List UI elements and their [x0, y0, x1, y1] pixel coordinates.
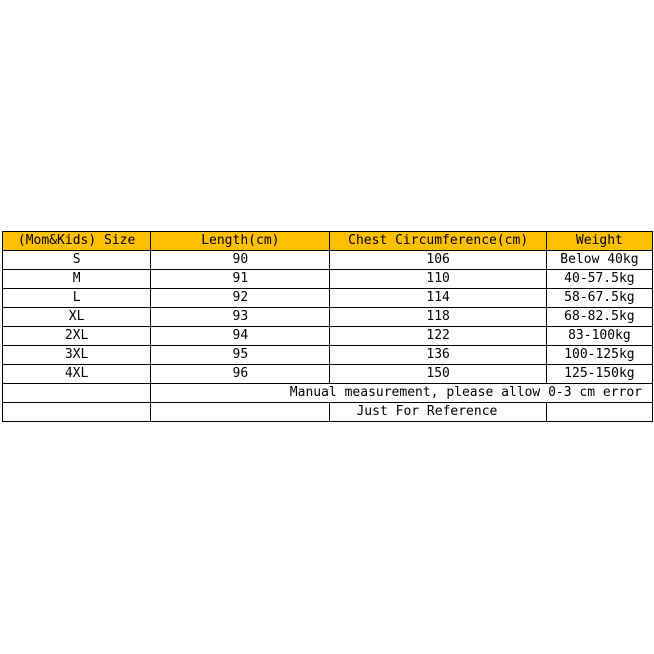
- weight-cell: 40-57.5kg: [546, 270, 652, 289]
- empty-cell: [3, 384, 151, 403]
- chest-cell: 118: [330, 308, 546, 327]
- weight-cell: 125-150kg: [546, 365, 652, 384]
- table-row: [3, 289, 653, 308]
- weight-cell: 68-82.5kg: [546, 308, 652, 327]
- header-size: (Mom&Kids) Size: [3, 232, 151, 251]
- chest-cell: 122: [330, 327, 546, 346]
- weight-cell: 83-100kg: [546, 327, 652, 346]
- size-cell: 2XL: [3, 327, 151, 346]
- chest-cell: 106: [330, 251, 546, 270]
- header-chest: Chest Circumference(cm): [330, 232, 546, 251]
- size-cell: XL: [3, 308, 151, 327]
- weight-cell: 58-67.5kg: [546, 289, 652, 308]
- chest-cell: 110: [330, 270, 546, 289]
- header-row: [3, 232, 653, 251]
- table-row: [3, 365, 653, 384]
- length-cell: 93: [151, 308, 330, 327]
- table-row: [3, 346, 653, 365]
- weight-cell: Below 40kg: [546, 251, 652, 270]
- size-cell: M: [3, 270, 151, 289]
- table-row: [3, 327, 653, 346]
- table-row: [3, 308, 653, 327]
- size-cell: 3XL: [3, 346, 151, 365]
- reference-row: [3, 403, 653, 422]
- chest-cell: 136: [330, 346, 546, 365]
- size-cell: 4XL: [3, 365, 151, 384]
- header-weight: Weight: [546, 232, 652, 251]
- length-cell: 95: [151, 346, 330, 365]
- weight-cell: 100-125kg: [546, 346, 652, 365]
- chest-cell: 114: [330, 289, 546, 308]
- empty-cell: [3, 403, 151, 422]
- length-cell: 94: [151, 327, 330, 346]
- length-cell: 92: [151, 289, 330, 308]
- length-cell: 90: [151, 251, 330, 270]
- size-chart-table: [2, 231, 653, 422]
- size-cell: S: [3, 251, 151, 270]
- length-cell: 91: [151, 270, 330, 289]
- length-cell: 96: [151, 365, 330, 384]
- note-row: [3, 384, 653, 403]
- empty-cell: [546, 403, 652, 422]
- reference-cell: [330, 403, 546, 422]
- empty-cell: [151, 403, 330, 422]
- chest-cell: 150: [330, 365, 546, 384]
- measurement-note: Manual measurement, please allow 0-3 cm error: [151, 384, 653, 403]
- table-row: [3, 270, 653, 289]
- size-cell: L: [3, 289, 151, 308]
- table-row: [3, 251, 653, 270]
- reference-note: Just For Reference: [356, 404, 498, 419]
- header-length: Length(cm): [151, 232, 330, 251]
